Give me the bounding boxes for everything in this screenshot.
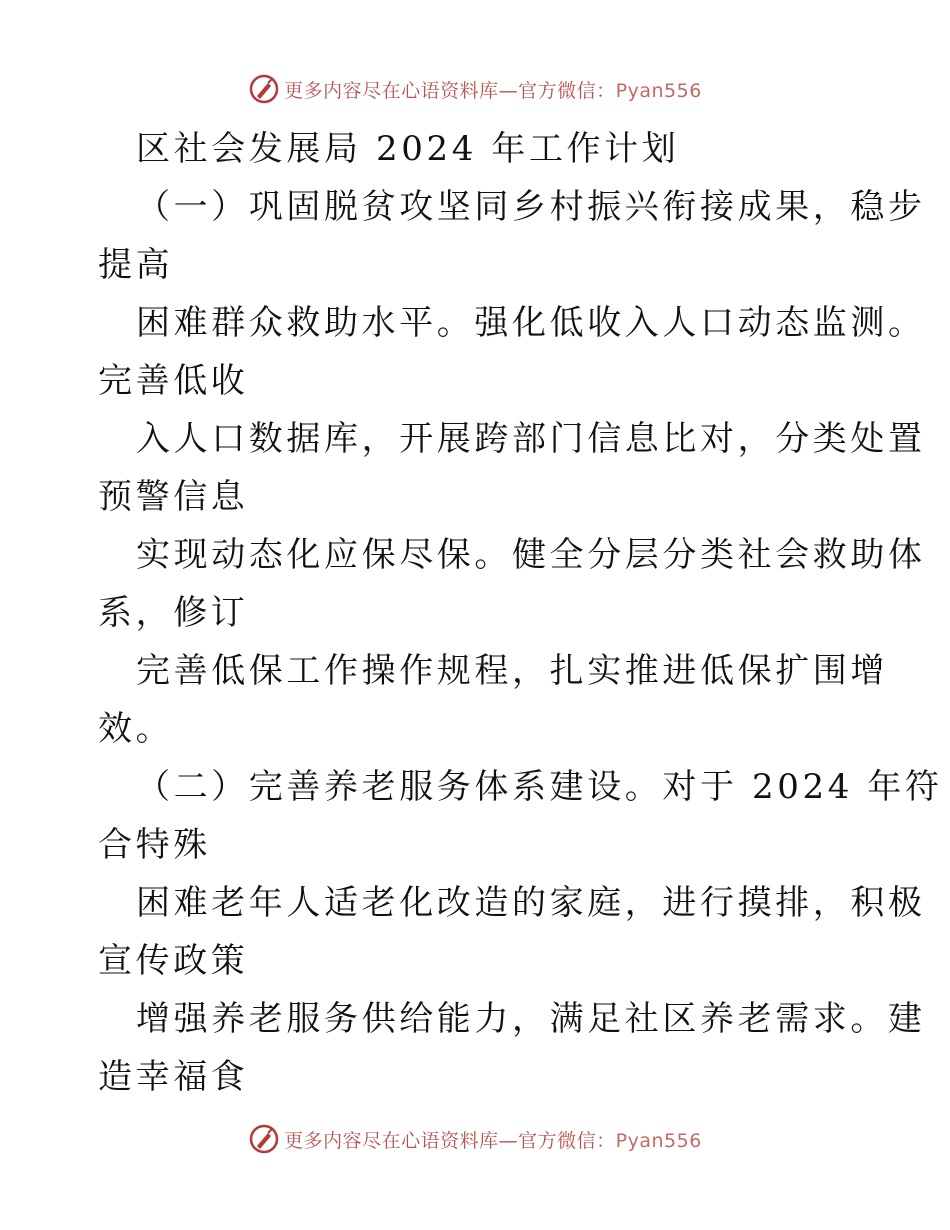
paragraph-line: 困难群众救助水平。强化低收入人口动态监测。: [136, 303, 926, 343]
paragraph-line: （一）巩固脱贫攻坚同乡村振兴衔接成果，稳步: [136, 187, 926, 227]
paragraph-line: 预警信息: [98, 477, 249, 517]
paragraph-line: 造幸福食: [98, 1057, 249, 1097]
paragraph-line: 完善低收: [98, 361, 249, 401]
paragraph-line: 实现动态化应保尽保。健全分层分类社会救助体: [136, 535, 926, 575]
paragraph-line: 效。: [98, 709, 174, 749]
paragraph-line: 增强养老服务供给能力，满足社区养老需求。建: [136, 999, 926, 1039]
paragraph-line: 系，修订: [98, 593, 249, 633]
paragraph-line: 完善低保工作操作规程，扎实推进低保扩围增: [136, 651, 888, 691]
document-body: [98, 120, 943, 1106]
paragraph-line: 合特殊: [98, 825, 211, 865]
paragraph-line: 宣传政策: [98, 941, 249, 981]
header-watermark: [0, 71, 950, 107]
watermark-text: 更多内容尽在心语资料库—官方微信：Pyan556: [284, 1129, 702, 1152]
watermark-text: 更多内容尽在心语资料库—官方微信：Pyan556: [284, 79, 702, 102]
pen-logo-icon: [248, 73, 280, 105]
document-title: 区社会发展局 2024 年工作计划: [136, 129, 680, 169]
footer-watermark: [0, 1121, 950, 1157]
pen-logo-icon: [248, 1123, 280, 1155]
paragraph-line: 困难老年人适老化改造的家庭，进行摸排，积极: [136, 883, 926, 923]
paragraph-line: 提高: [98, 245, 174, 285]
paragraph-line: 入人口数据库，开展跨部门信息比对，分类处置: [136, 419, 926, 459]
paragraph-line: （二）完善养老服务体系建设。对于 2024 年符: [136, 767, 943, 807]
